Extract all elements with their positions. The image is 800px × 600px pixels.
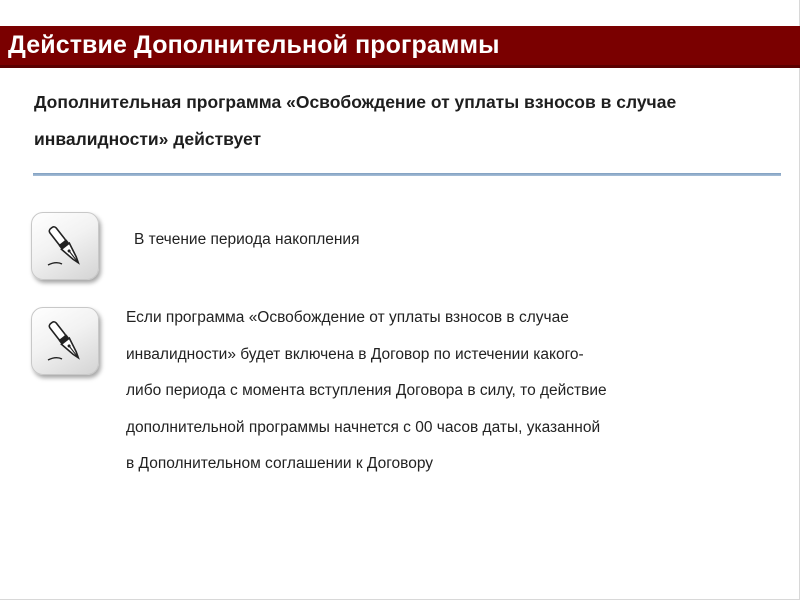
page-title: Действие Дополнительной программы xyxy=(8,31,500,59)
item-1-text: В течение периода накопления xyxy=(134,231,360,248)
item-2-line: либо периода с момента вступления Договора в силу, то действие xyxy=(126,382,607,399)
item-2-line: инвалидности» будет включена в Договор по истечении какого- xyxy=(126,345,584,363)
item-2-line: дополнительной программы начнется с 00 часов даты, указанной xyxy=(126,418,601,436)
item-2-text xyxy=(126,300,766,483)
title-bar xyxy=(0,26,800,68)
item-2-line: в Дополнительном соглашении к Договору xyxy=(126,455,434,472)
item-2-line: Если программа «Освобождение от уплаты взносов в случае xyxy=(126,309,569,326)
intro-text: Дополнительная программа «Освобождение от уплаты взносов в случае инвалидности» действует xyxy=(34,92,677,149)
divider xyxy=(33,173,781,176)
fountain-pen-icon xyxy=(31,307,99,375)
fountain-pen-icon xyxy=(31,212,99,280)
